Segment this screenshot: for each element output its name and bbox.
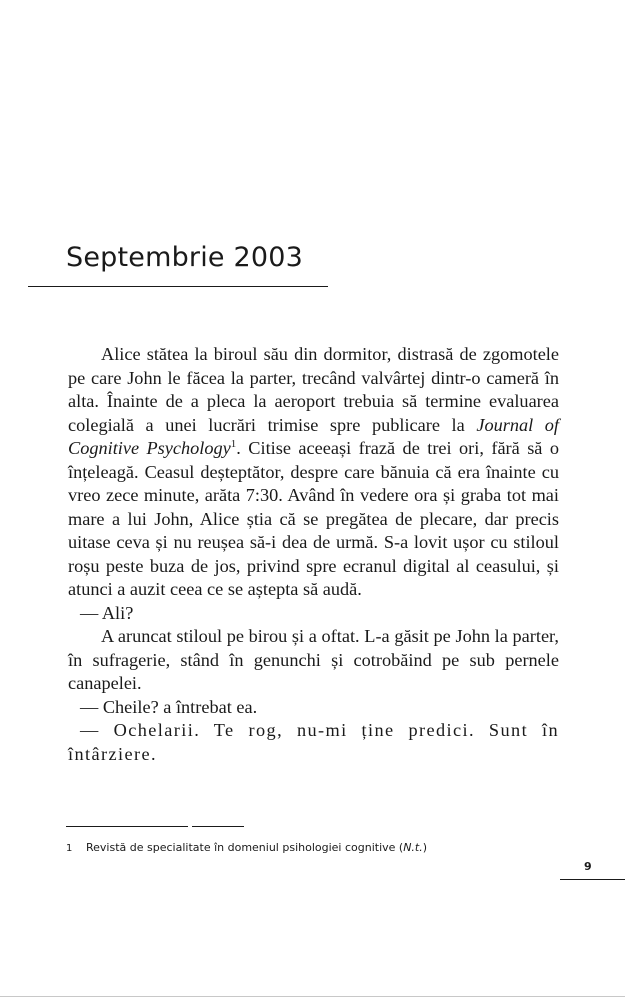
page-number: 9 bbox=[584, 860, 592, 873]
footnote-translator-note: N.t. bbox=[403, 841, 423, 854]
footnote-text-end: ) bbox=[422, 841, 428, 854]
page-number-rule bbox=[560, 879, 625, 880]
footnote bbox=[66, 841, 546, 856]
footnote-marker: 1 bbox=[66, 843, 73, 854]
chapter-title: Septembrie 2003 bbox=[66, 242, 304, 273]
footnote-separator bbox=[66, 826, 244, 827]
journal-title: Journal of Cognitive Psychology bbox=[68, 414, 559, 458]
footnote-text-start: Revistă de specialitate în domeniul psihologiei cognitive ( bbox=[86, 841, 404, 854]
page-bottom-edge bbox=[0, 996, 625, 997]
dialogue-line-3: — Ochelarii. Te rog, nu-mi ține predici. Sunt în întârziere. bbox=[68, 720, 559, 764]
paragraph-1-text-start: Alice stătea la biroul său din dormitor, distrasă de zgomotele pe care John le făcea la parter, trecând valvârtej dintr-o cameră în alta. Înainte de a pleca la aeroport trebuia să termine evaluarea colegială a unei lucrări trimise spre publicare la bbox=[68, 344, 559, 435]
paragraph-2: A aruncat stiloul pe birou și a oftat. L-a găsit pe John la parter, în sufragerie, stând în genunchi și cotrobăind pe sub pernele canapelei. bbox=[68, 626, 559, 693]
title-underline bbox=[28, 286, 328, 287]
dialogue-line-2: — Cheile? a întrebat ea. bbox=[80, 696, 258, 717]
body-text bbox=[68, 343, 559, 766]
dialogue-line-1: — Ali? bbox=[80, 602, 134, 623]
paragraph-1 bbox=[68, 343, 559, 602]
footnote-reference: 1 bbox=[230, 437, 237, 450]
paragraph-1-text-end: . Citise aceeași frază de trei ori, fără să o înțeleagă. Ceasul deșteptător, despre care bănuia că era înainte cu vreo zece minute, arăta 7:30. Având în vedere ora și graba tot mai mare a lui John, Alice știa că se pregătea de plecare, dar precis uitase ceva și nu reușea să-i dea de urmă. S-a lovit ușor cu stiloul roșu peste buza de jos, privind spre ecranul digital al ceasului, și atunci a auzit ceea ce se aștepta să audă. bbox=[68, 438, 559, 599]
